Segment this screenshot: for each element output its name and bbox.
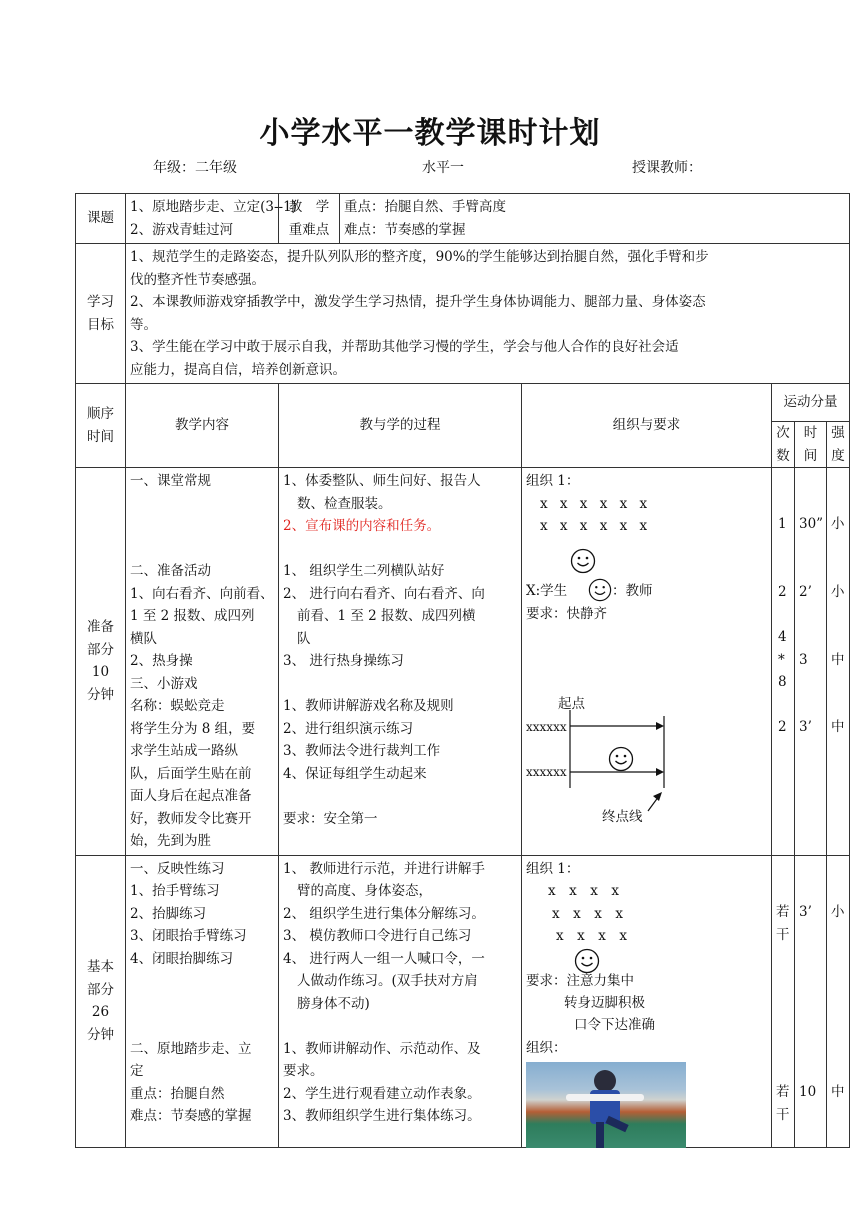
topic-content: 1、原地踏步走、立定(3--1) 2、游戏青蛙过河 — [126, 194, 279, 244]
goals-label: 学习 目标 — [76, 244, 126, 384]
basic-organization: 组织 1： x x x x x x x x x x x x 要求：注意力集中 转身迈脚积极 口令下达准确 组织： — [522, 855, 772, 1147]
basic-content: 一、反映性练习 1、抬手臂练习 2、抬脚练习 3、闭眼抬手臂练习 4、闭眼抬脚练习 二、原地踏步走、立 定 重点：抬腿自然 难点：节奏感的掌握 — [126, 855, 279, 1147]
order-time-header: 顺序 时间 — [76, 384, 126, 468]
formation-row: x x x x x x — [540, 495, 652, 512]
key-points: 重点：抬腿自然、手臂高度 难点：节奏感的掌握 — [340, 194, 850, 244]
prep-time: 30” 2’ 3 3’ — [795, 468, 827, 856]
level-label: 水平一 — [422, 160, 464, 176]
formation-row: x x x x — [548, 883, 619, 899]
basic-count: 若 干 若 干 — [772, 855, 795, 1147]
content-header: 教学内容 — [126, 384, 279, 468]
goals-text: 1、规范学生的走路姿态，提升队列队形的整齐度，90%的学生能够达到抬腿自然，强化手臂和步 伐的整齐性节奏感强。 2、本课教师游戏穿插教学中，激发学生学习热情，提升学生身体协调能力、腿部力量、身体姿态 等。 3、学生能在学习中敢于展示自我，并帮助其他学习慢的学生，学会与他人合作的良好社会适 应能力，提高自信，培养创新意识。 — [126, 244, 850, 384]
org-header: 组织与要求 — [522, 384, 772, 468]
prep-organization: 组织 1： x x x x x x x x x x x x X:学生 ：教师 要求：快静齐 起点 xxxxxx xxxxxx 终点线 — [522, 468, 772, 856]
legend-teacher: ：教师 — [612, 583, 653, 599]
relay-team-b: xxxxxx — [526, 765, 567, 779]
formation-row: x x x x — [552, 905, 623, 922]
process-header: 教与学的过程 — [279, 384, 522, 468]
prep-content: 一、课堂常规 二、准备活动 1、向右看齐、向前看、 1 至 2 报数、成四列 横队 2、热身操 三、小游戏 名称：蜈蚣竞走 将学生分为 8 组，要 求学生站成一路纵 队，后面学生贴在前 面人身后在起点准备 好，教师发令比赛开 始，先到为胜 — [126, 468, 279, 856]
prep-count: 1 2 4 * 8 2 — [772, 468, 795, 856]
start-label: 起点 — [558, 696, 585, 712]
finish-label: 终点线 — [602, 809, 643, 825]
prep-intensity: 小 小 中 中 — [827, 468, 850, 856]
formation-row: x x x x x x — [540, 518, 652, 534]
intensity-header: 强 度 — [827, 422, 850, 468]
basic-process: 1、 教师进行示范，并进行讲解手 臂的高度、身体姿态， 2、 组织学生进行集体分解练习。 3、 模仿教师口令进行自己练习 4、 进行两人一组一人喊口令，一 人做动作练习。(双手扶对方肩 膀身体不动) 1、教师讲解动作、示范动作、及 要求。 2、学生进行观看建立动作表象。 3、教师组织学生进行集体练习。 — [279, 855, 522, 1147]
page-title: 小学水平一教学课时计划 — [259, 116, 601, 151]
prep-process: 1、体委整队、师生问好、报告人 数、检查服装。 2、宣布课的内容和任务。 1、 组织学生二列横队站好 2、 进行向右看齐、向右看齐、向 前看、1 至 2 报数、成四列横 队 3、 进行热身操练习 1、教师讲解游戏名称及规则 2、进行组织演示练习 3、教师法令进行裁判工作 4、保证每组学生动起来 要求：安全第一 — [279, 468, 522, 856]
basic-label: 基本 部分 26 分钟 — [76, 855, 126, 1147]
formation-row: x x x x — [556, 928, 627, 944]
prep-requirement: 要求：快静齐 — [526, 606, 607, 622]
grade-label: 年级：二年级 — [153, 160, 237, 176]
relay-course-diagram — [522, 708, 692, 818]
legend-student: X:学生 — [526, 583, 568, 599]
basic-intensity: 小 中 — [827, 855, 850, 1147]
topic-label: 课题 — [76, 194, 126, 244]
time-header: 时 间 — [795, 422, 827, 468]
lesson-plan-table — [75, 193, 850, 1148]
student-demo-photo — [526, 1062, 686, 1148]
load-header: 运动分量 — [772, 384, 850, 422]
basic-time: 3’ 10 — [795, 855, 827, 1147]
teacher-smiley-icon — [570, 548, 596, 582]
teacher-label: 授课教师： — [632, 160, 702, 176]
referee-smiley-icon — [608, 746, 634, 780]
announce-task-text: 2、宣布课的内容和任务。 — [283, 518, 441, 534]
relay-team-a: xxxxxx — [526, 720, 567, 734]
key-points-label: 教 学 重难点 — [279, 194, 340, 244]
prep-label: 准备 部分 10 分钟 — [76, 468, 126, 856]
count-header: 次 数 — [772, 422, 795, 468]
